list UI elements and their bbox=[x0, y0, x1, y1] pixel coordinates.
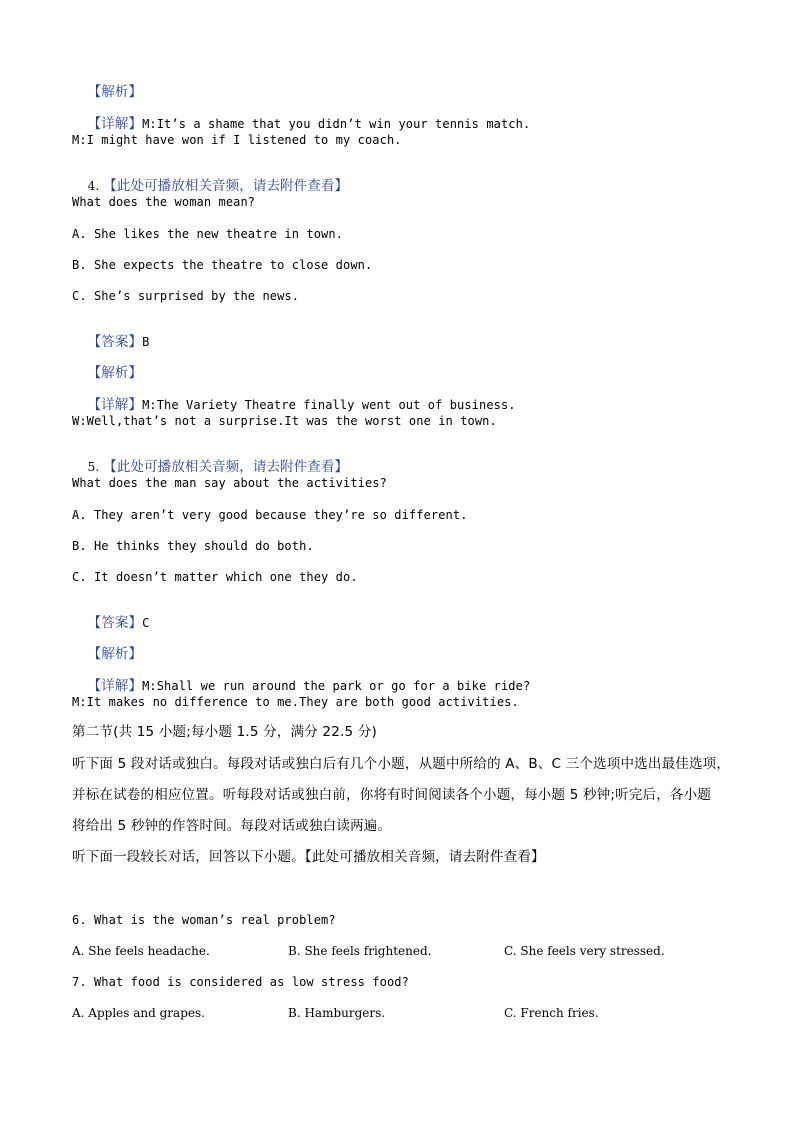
q5-option-c: C. It doesn’t matter which one they do. bbox=[72, 570, 358, 584]
q7-option-c: C. French fries. bbox=[504, 1006, 599, 1020]
q5-detail-line2: M:It makes no difference to me.They are both good activities. bbox=[72, 695, 519, 709]
answer-tag: 【答案】 bbox=[87, 615, 143, 631]
q4-option-b: B. She expects the theatre to close down. bbox=[72, 258, 373, 272]
question-number: 5. bbox=[87, 460, 100, 474]
detail-tag: 【详解】 bbox=[87, 116, 143, 132]
section2-instructions-line2: 并标在试卷的相应位置。听每段对话或独白前，你将有时间阅读各个小题，每小题 5 秒钟;听完后，各小题 bbox=[72, 787, 712, 803]
q4-option-a: A. She likes the new theatre in town. bbox=[72, 227, 344, 241]
analysis-tag: 【解析】 bbox=[87, 646, 143, 662]
dialogue-text: M:Shall we run around the park or go for a bike ride? bbox=[142, 679, 531, 693]
q6-question: 6. What is the woman’s real problem? bbox=[72, 913, 336, 927]
q3-detail-line2: M:I might have won if I listened to my coach. bbox=[72, 133, 402, 147]
audio-note: 【此处可播放相关音频，请去附件查看】 bbox=[103, 459, 349, 475]
q4-option-c: C. She’s surprised by the news. bbox=[72, 289, 300, 303]
detail-tag: 【详解】 bbox=[87, 397, 143, 413]
section2-instructions-line1: 听下面 5 段对话或独白。每段对话或独白后有几个小题，从题中所给的 A、B、C 三个选项中选出最佳选项， bbox=[72, 756, 731, 772]
q4-detail-line2: W:Well,that’s not a surprise.It was the worst one in town. bbox=[72, 414, 497, 428]
audio-note: 【此处可播放相关音频，请去附件查看】 bbox=[103, 178, 349, 194]
q7-option-a: A. Apples and grapes. bbox=[72, 1006, 205, 1020]
dialogue-text: M:It’s a shame that you didn’t win your tennis match. bbox=[142, 117, 531, 131]
q6-option-c: C. She feels very stressed. bbox=[504, 944, 665, 958]
analysis-tag: 【解析】 bbox=[87, 365, 143, 381]
question-number: 4. bbox=[87, 179, 100, 193]
q4-question: What does the woman mean? bbox=[72, 195, 256, 209]
detail-tag: 【详解】 bbox=[87, 678, 143, 694]
q7-question: 7. What food is considered as low stress food? bbox=[72, 975, 409, 989]
answer-value: C bbox=[142, 616, 150, 630]
q5-option-b: B. He thinks they should do both. bbox=[72, 539, 314, 553]
answer-tag: 【答案】 bbox=[87, 334, 143, 350]
section2-instructions-line3: 将给出 5 秒钟的作答时间。每段对话或独白读两遍。 bbox=[72, 818, 392, 834]
analysis-tag: 【解析】 bbox=[87, 84, 143, 100]
q7-option-b: B. Hamburgers. bbox=[288, 1006, 386, 1020]
dialogue-text: M:The Variety Theatre finally went out of business. bbox=[142, 398, 516, 412]
q5-option-a: A. They aren’t very good because they’re so different. bbox=[72, 508, 468, 522]
section2-intro: 听下面一段较长对话，回答以下小题。【此处可播放相关音频，请去附件查看】 bbox=[72, 849, 545, 865]
q6-option-a: A. She feels headache. bbox=[72, 944, 210, 958]
q6-option-b: B. She feels frightened. bbox=[288, 944, 432, 958]
q5-question: What does the man say about the activities? bbox=[72, 476, 387, 490]
answer-value: B bbox=[142, 335, 150, 349]
section2-heading: 第二节(共 15 小题;每小题 1.5 分，满分 22.5 分) bbox=[72, 724, 377, 740]
